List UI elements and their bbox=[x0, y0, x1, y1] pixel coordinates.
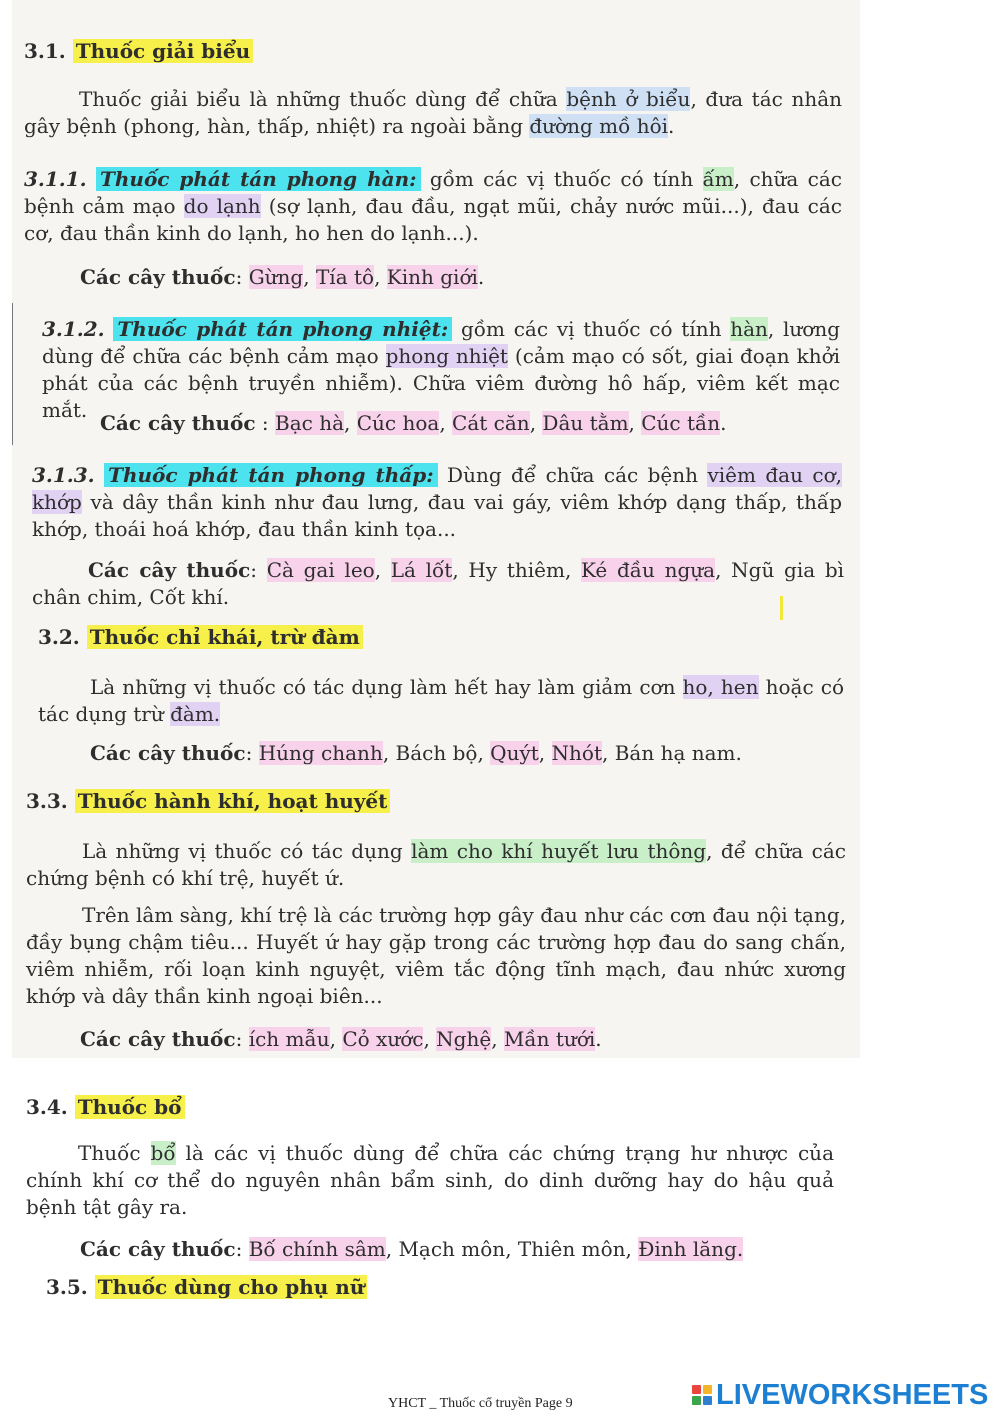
paragraph-3-1-3: 3.1.3. Thuốc phát tán phong thấp: Dùng để chữa các bệnh viêm đau cơ, khớp và dây thần kinh như đau lưng, đau vai gáy, viêm khớp dạng thấp, thấp khớp, thoái hoá khớp, đau thần kinh tọa... bbox=[32, 463, 842, 541]
logo-square-3 bbox=[692, 1396, 701, 1405]
logo-square-4 bbox=[703, 1396, 712, 1405]
paragraph-3-1-1: 3.1.1. Thuốc phát tán phong hàn: gồm các vị thuốc có tính ấm, chữa các bệnh cảm mạo do lạnh (sợ lạnh, đau đầu, ngạt mũi, chảy nước mũi...), đau các cơ, đau thần kinh do lạnh, ho hen do lạnh...). bbox=[24, 167, 843, 245]
paragraph-3-3-clinical: Trên lâm sàng, khí trệ là các trường hợp gây đau như các cơn đau nội tạng, đầy bụng chậm tiêu... Huyết ứ hay gặp trong các trường hợp đau do sang chấn, viêm nhiễm, rối loạn kinh nguyệt, viêm tắc động tĩnh mạch, đau nhức xương khớp và dây thần kinh ngoại biên... bbox=[26, 903, 846, 1008]
heading-3-1: 3.1. Thuốc giải biểu bbox=[24, 38, 253, 65]
logo-text: LIVEWORKSHEETS bbox=[716, 1378, 989, 1411]
plants-3-1-1: Các cây thuốc: Gừng, Tía tô, Kinh giới. bbox=[80, 265, 485, 289]
plants-3-3: Các cây thuốc: ích mẫu, Cỏ xước, Nghệ, Mần tưới. bbox=[80, 1027, 602, 1051]
liveworksheets-logo[interactable] bbox=[692, 1380, 988, 1410]
logo-icon bbox=[692, 1385, 712, 1405]
heading-3-2: 3.2. Thuốc chỉ khái, trừ đàm bbox=[38, 624, 363, 651]
plants-3-1-3: Các cây thuốc: Cà gai leo, Lá lốt, Hy thiêm, Ké đầu ngựa, Ngũ gia bì chân chim, Cốt khí. bbox=[32, 558, 845, 609]
heading-3-4: 3.4. Thuốc bổ bbox=[26, 1094, 185, 1121]
paragraph-3-2: Là những vị thuốc có tác dụng làm hết hay làm giảm cơn ho, hen hoặc có tác dụng trừ đàm. bbox=[38, 675, 844, 726]
plants-3-2: Các cây thuốc: Húng chanh, Bách bộ, Quýt, Nhót, Bán hạ nam. bbox=[90, 741, 742, 765]
heading-3-5: 3.5. Thuốc dùng cho phụ nữ bbox=[46, 1274, 367, 1301]
plants-3-4: Các cây thuốc: Bố chính sâm, Mạch môn, Thiên môn, Đinh lăng. bbox=[80, 1237, 744, 1261]
paragraph-3-1-2: 3.1.2. Thuốc phát tán phong nhiệt: gồm các vị thuốc có tính hàn, lương dùng để chữa các bệnh cảm mạo phong nhiệt (cảm mạo có sốt, giai đoạn khởi phát của các bệnh truyền nhiễm). Chữa viêm đường hô hấp, viêm kết mạc mắt. bbox=[42, 317, 841, 422]
plants-3-1-2: Các cây thuốc : Bạc hà, Cúc hoa, Cát căn, Dâu tằm, Cúc tần. bbox=[100, 411, 727, 435]
logo-square-2 bbox=[703, 1385, 712, 1394]
paragraph-3-3: Là những vị thuốc có tác dụng làm cho khí huyết lưu thông, để chữa các chứng bệnh có khí trệ, huyết ứ. bbox=[26, 839, 846, 890]
paragraph-3-1: Thuốc giải biểu là những thuốc dùng để chữa bệnh ở biểu, đưa tác nhân gây bệnh (phong, hàn, thấp, nhiệt) ra ngoài bằng đường mồ hôi. bbox=[24, 87, 843, 138]
paragraph-3-4: Thuốc bổ là các vị thuốc dùng để chữa các chứng trạng hư nhược của chính khí cơ thể do nguyên nhân bẩm sinh, do dinh dưỡng hay do hậu quả bệnh tật gây ra. bbox=[26, 1141, 834, 1219]
page-footer: YHCT _ Thuốc cổ truyền Page 9 bbox=[388, 1396, 573, 1411]
logo-square-1 bbox=[692, 1385, 701, 1394]
heading-3-3: 3.3. Thuốc hành khí, hoạt huyết bbox=[26, 788, 390, 815]
